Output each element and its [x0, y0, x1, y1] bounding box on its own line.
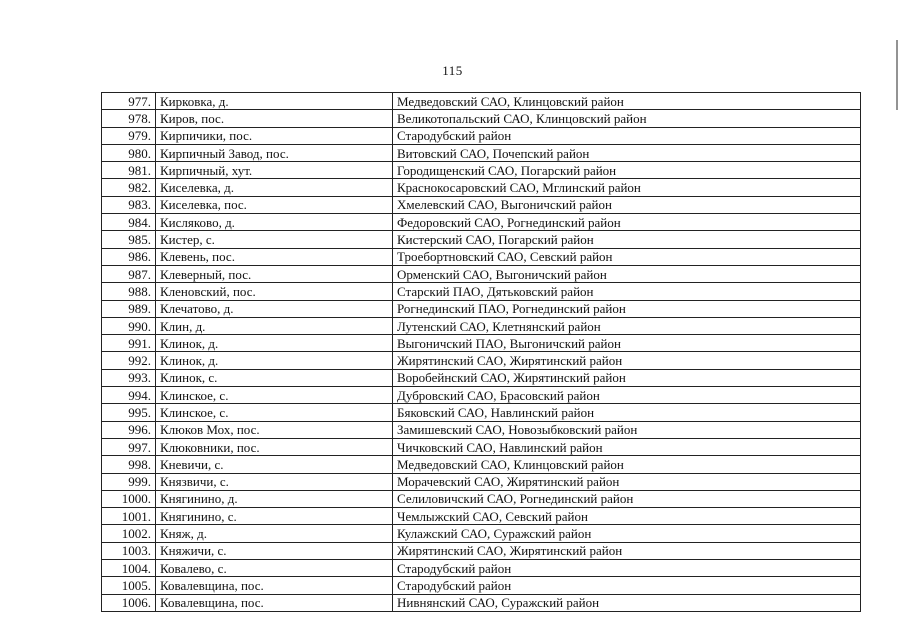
- administration-cell: Медведовский САО, Клинцовский район: [393, 456, 861, 473]
- administration-cell: Жирятинский САО, Жирятинский район: [393, 542, 861, 559]
- settlement-name-cell: Кистер, с.: [156, 231, 393, 248]
- table-row: [102, 144, 861, 161]
- administration-cell: Чемлыжский САО, Севский район: [393, 508, 861, 525]
- administration-cell: Хмелевский САО, Выгоничский район: [393, 196, 861, 213]
- administration-cell: Жирятинский САО, Жирятинский район: [393, 352, 861, 369]
- row-number-cell: 1003.: [102, 542, 156, 559]
- row-number-cell: 1005.: [102, 577, 156, 594]
- row-number-cell: 998.: [102, 456, 156, 473]
- administration-cell: Воробейнский САО, Жирятинский район: [393, 369, 861, 386]
- table-row: [102, 196, 861, 213]
- administration-cell: Рогнединский ПАО, Рогнединский район: [393, 300, 861, 317]
- administration-cell: Выгоничский ПАО, Выгоничский район: [393, 335, 861, 352]
- row-number-cell: 983.: [102, 196, 156, 213]
- table-row: [102, 421, 861, 438]
- table-row: [102, 473, 861, 490]
- settlement-name-cell: Клюков Мох, пос.: [156, 421, 393, 438]
- administration-cell: Дубровский САО, Брасовский район: [393, 387, 861, 404]
- settlement-name-cell: Клинок, д.: [156, 335, 393, 352]
- table-row: [102, 404, 861, 421]
- table-body: [102, 93, 861, 612]
- row-number-cell: 995.: [102, 404, 156, 421]
- row-number-cell: 990.: [102, 317, 156, 334]
- row-number-cell: 980.: [102, 144, 156, 161]
- table-row: [102, 248, 861, 265]
- table-row: [102, 179, 861, 196]
- row-number-cell: 978.: [102, 110, 156, 127]
- settlement-name-cell: Клинское, с.: [156, 387, 393, 404]
- row-number-cell: 985.: [102, 231, 156, 248]
- row-number-cell: 982.: [102, 179, 156, 196]
- settlement-name-cell: Кленовский, пос.: [156, 283, 393, 300]
- settlement-name-cell: Ковалевщина, пос.: [156, 577, 393, 594]
- table-row: [102, 369, 861, 386]
- table-row: [102, 265, 861, 282]
- administration-cell: Кулажский САО, Суражский район: [393, 525, 861, 542]
- settlement-name-cell: Кирпичный, хут.: [156, 162, 393, 179]
- administration-cell: Стародубский район: [393, 560, 861, 577]
- row-number-cell: 986.: [102, 248, 156, 265]
- settlement-name-cell: Клинское, с.: [156, 404, 393, 421]
- row-number-cell: 977.: [102, 93, 156, 110]
- table-row: [102, 352, 861, 369]
- table-row: [102, 162, 861, 179]
- table-row: [102, 127, 861, 144]
- settlement-name-cell: Клинок, д.: [156, 352, 393, 369]
- administration-cell: Селиловичский САО, Рогнединский район: [393, 490, 861, 507]
- row-number-cell: 981.: [102, 162, 156, 179]
- table-row: [102, 387, 861, 404]
- row-number-cell: 1001.: [102, 508, 156, 525]
- table-row: [102, 335, 861, 352]
- settlement-name-cell: Княгинино, д.: [156, 490, 393, 507]
- settlement-name-cell: Клевень, пос.: [156, 248, 393, 265]
- settlement-name-cell: Клеверный, пос.: [156, 265, 393, 282]
- administration-cell: Старский ПАО, Дятьковский район: [393, 283, 861, 300]
- administration-cell: Стародубский район: [393, 577, 861, 594]
- settlement-name-cell: Киров, пос.: [156, 110, 393, 127]
- administration-cell: Стародубский район: [393, 127, 861, 144]
- administration-cell: Городищенский САО, Погарский район: [393, 162, 861, 179]
- settlement-name-cell: Кирпичный Завод, пос.: [156, 144, 393, 161]
- row-number-cell: 992.: [102, 352, 156, 369]
- table-row: [102, 110, 861, 127]
- administration-cell: Бяковский САО, Навлинский район: [393, 404, 861, 421]
- settlement-name-cell: Ковалевщина, пос.: [156, 594, 393, 611]
- administration-cell: Орменский САО, Выгоничский район: [393, 265, 861, 282]
- row-number-cell: 991.: [102, 335, 156, 352]
- table-row: [102, 594, 861, 611]
- table-row: [102, 542, 861, 559]
- settlement-name-cell: Клинок, с.: [156, 369, 393, 386]
- administration-cell: Чичковский САО, Навлинский район: [393, 438, 861, 455]
- row-number-cell: 993.: [102, 369, 156, 386]
- settlement-name-cell: Кирковка, д.: [156, 93, 393, 110]
- row-number-cell: 999.: [102, 473, 156, 490]
- settlement-name-cell: Кневичи, с.: [156, 456, 393, 473]
- table-row: [102, 438, 861, 455]
- administration-cell: Нивнянский САО, Суражский район: [393, 594, 861, 611]
- table-row: [102, 577, 861, 594]
- table-row: [102, 456, 861, 473]
- row-number-cell: 1002.: [102, 525, 156, 542]
- settlement-name-cell: Князвичи, с.: [156, 473, 393, 490]
- row-number-cell: 979.: [102, 127, 156, 144]
- table-row: [102, 490, 861, 507]
- table-row: [102, 231, 861, 248]
- settlement-registry-table: [101, 92, 861, 612]
- administration-cell: Замишевский САО, Новозыбковский район: [393, 421, 861, 438]
- settlement-name-cell: Княгинино, с.: [156, 508, 393, 525]
- row-number-cell: 988.: [102, 283, 156, 300]
- settlement-name-cell: Киселевка, пос.: [156, 196, 393, 213]
- settlement-name-cell: Клечатово, д.: [156, 300, 393, 317]
- administration-cell: Великотопальский САО, Клинцовский район: [393, 110, 861, 127]
- row-number-cell: 1006.: [102, 594, 156, 611]
- table-row: [102, 508, 861, 525]
- settlement-name-cell: Клюковники, пос.: [156, 438, 393, 455]
- row-number-cell: 989.: [102, 300, 156, 317]
- administration-cell: Морачевский САО, Жирятинский район: [393, 473, 861, 490]
- table-row: [102, 560, 861, 577]
- settlement-name-cell: Ковалево, с.: [156, 560, 393, 577]
- administration-cell: Федоровский САО, Рогнединский район: [393, 214, 861, 231]
- administration-cell: Кистерский САО, Погарский район: [393, 231, 861, 248]
- row-number-cell: 1000.: [102, 490, 156, 507]
- table-row: [102, 93, 861, 110]
- row-number-cell: 994.: [102, 387, 156, 404]
- settlement-name-cell: Кисляково, д.: [156, 214, 393, 231]
- table-row: [102, 317, 861, 334]
- row-number-cell: 997.: [102, 438, 156, 455]
- scan-edge-mark: [896, 40, 898, 110]
- table-row: [102, 525, 861, 542]
- row-number-cell: 996.: [102, 421, 156, 438]
- settlement-name-cell: Киселевка, д.: [156, 179, 393, 196]
- settlement-name-cell: Княж, д.: [156, 525, 393, 542]
- administration-cell: Краснокосаровский САО, Мглинский район: [393, 179, 861, 196]
- row-number-cell: 984.: [102, 214, 156, 231]
- table-row: [102, 283, 861, 300]
- table-row: [102, 214, 861, 231]
- administration-cell: Медведовский САО, Клинцовский район: [393, 93, 861, 110]
- page-number: 115: [442, 63, 463, 78]
- administration-cell: Лутенский САО, Клетнянский район: [393, 317, 861, 334]
- table-row: [102, 300, 861, 317]
- row-number-cell: 987.: [102, 265, 156, 282]
- settlement-name-cell: Клин, д.: [156, 317, 393, 334]
- settlement-name-cell: Кирпичики, пос.: [156, 127, 393, 144]
- administration-cell: Витовский САО, Почепский район: [393, 144, 861, 161]
- row-number-cell: 1004.: [102, 560, 156, 577]
- administration-cell: Троебортновский САО, Севский район: [393, 248, 861, 265]
- settlement-name-cell: Княжичи, с.: [156, 542, 393, 559]
